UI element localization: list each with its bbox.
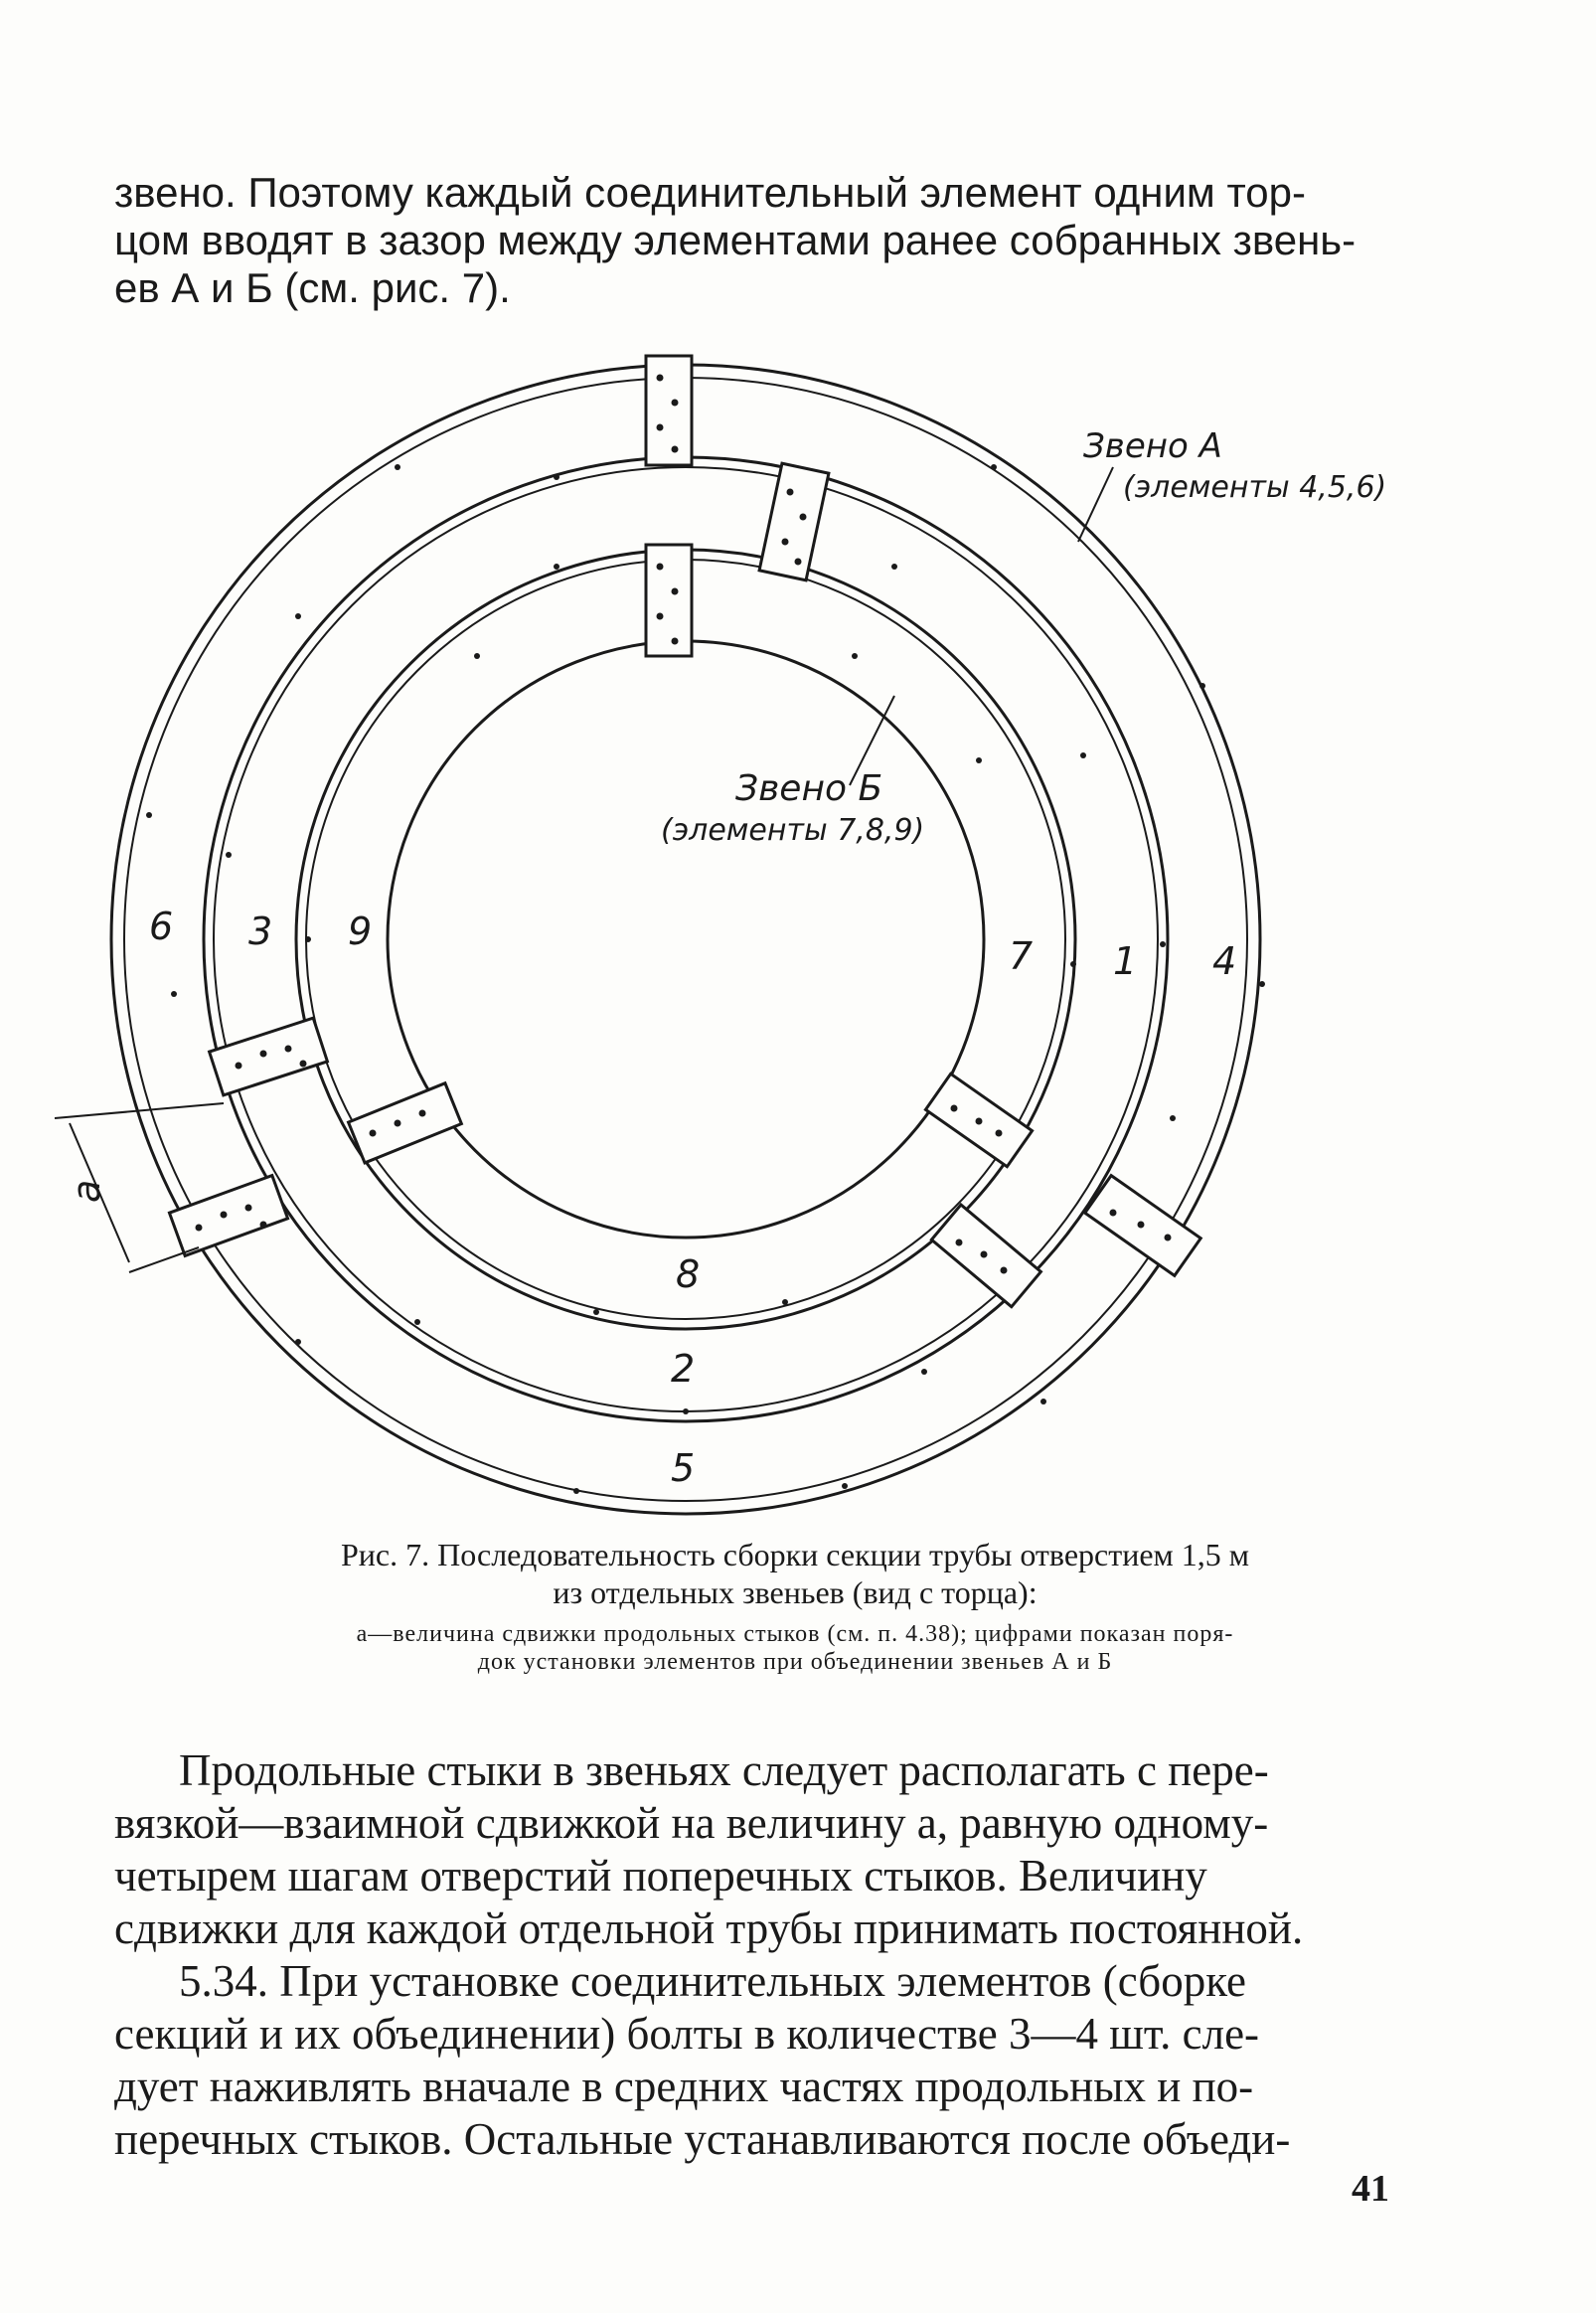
text-line: дует наживлять вначале в средних частях продольных и по- <box>114 2062 1254 2111</box>
caption-note-line: док установки элементов при объединении звеньев А и Б <box>477 1649 1113 1675</box>
element-number-4: 4 <box>1212 939 1237 983</box>
text-line: Продольные стыки в звеньях следует располагать с пере- <box>179 1745 1269 1795</box>
caption-line: Рис. 7. Последовательность сборки секции трубы отверстием 1,5 м <box>340 1537 1250 1572</box>
bottom-paragraph <box>114 1744 1391 2166</box>
element-number-9: 9 <box>348 909 373 953</box>
joint-plate-left-upper <box>210 1018 328 1095</box>
text-line: 5.34. При установке соединительных элементов (сборке <box>179 1956 1246 2006</box>
link-a-sub: (элементы 4,5,6) <box>1123 470 1387 505</box>
link-b-label: Звено Б <box>735 768 883 809</box>
pipe-assembly-figure <box>0 328 1596 1531</box>
figure-caption-title <box>149 1536 1441 1611</box>
joint-plate-left-inner <box>349 1083 462 1163</box>
element-number-5: 5 <box>671 1446 696 1490</box>
element-number-2: 2 <box>671 1347 696 1391</box>
element-number-8: 8 <box>676 1252 701 1296</box>
element-number-3: 3 <box>248 909 273 953</box>
link-a-label: Звено А <box>1083 426 1222 466</box>
text-line: перечных стыков. Остальные устанавливаются после объеди- <box>114 2114 1291 2164</box>
joint-plate-top-middle <box>759 463 829 580</box>
element-number-1: 1 <box>1113 939 1138 983</box>
text-line: цом вводят в зазор между элементами ранее собранных звень- <box>114 217 1357 263</box>
page-number: 41 <box>1352 2168 1389 2210</box>
link-b-sub: (элементы 7,8,9) <box>661 813 925 848</box>
joint-plate-top-inner <box>646 545 692 656</box>
caption-note-line: a—величина сдвижки продольных стыков (см. п. 4.38); цифрами показан поря- <box>356 1621 1234 1647</box>
text-line: сдвижки для каждой отдельной трубы принимать постоянной. <box>114 1903 1304 1953</box>
inner-ring-outer-edge <box>306 560 1065 1319</box>
offset-label: a <box>65 1179 108 1203</box>
element-number-6: 6 <box>149 905 174 948</box>
figure-caption-note <box>149 1620 1441 1676</box>
text-line: ев А и Б (см. рис. 7). <box>114 264 511 311</box>
caption-line: из отдельных звеньев (вид с торца): <box>553 1574 1037 1610</box>
joint-plate-left-lower <box>169 1176 287 1256</box>
text-line: вязкой—взаимной сдвижкой на величину a, равную одному- <box>114 1798 1269 1848</box>
inner-ring-inner-edge <box>388 641 984 1238</box>
joint-plate-top-outer <box>646 356 692 465</box>
top-paragraph <box>114 169 1391 312</box>
outer-ring-outer-edge <box>111 365 1260 1514</box>
offset-dimension-line-2 <box>129 1247 199 1272</box>
text-line: секций и их объединении) болты в количестве 3—4 шт. сле- <box>114 2009 1260 2059</box>
link-a-leader <box>1078 467 1113 542</box>
element-number-7: 7 <box>1009 934 1034 978</box>
text-line: звено. Поэтому каждый соединительный элемент одним тор- <box>114 169 1306 216</box>
text-line: четырем шагам отверстий поперечных стыков. Величину <box>114 1851 1207 1900</box>
